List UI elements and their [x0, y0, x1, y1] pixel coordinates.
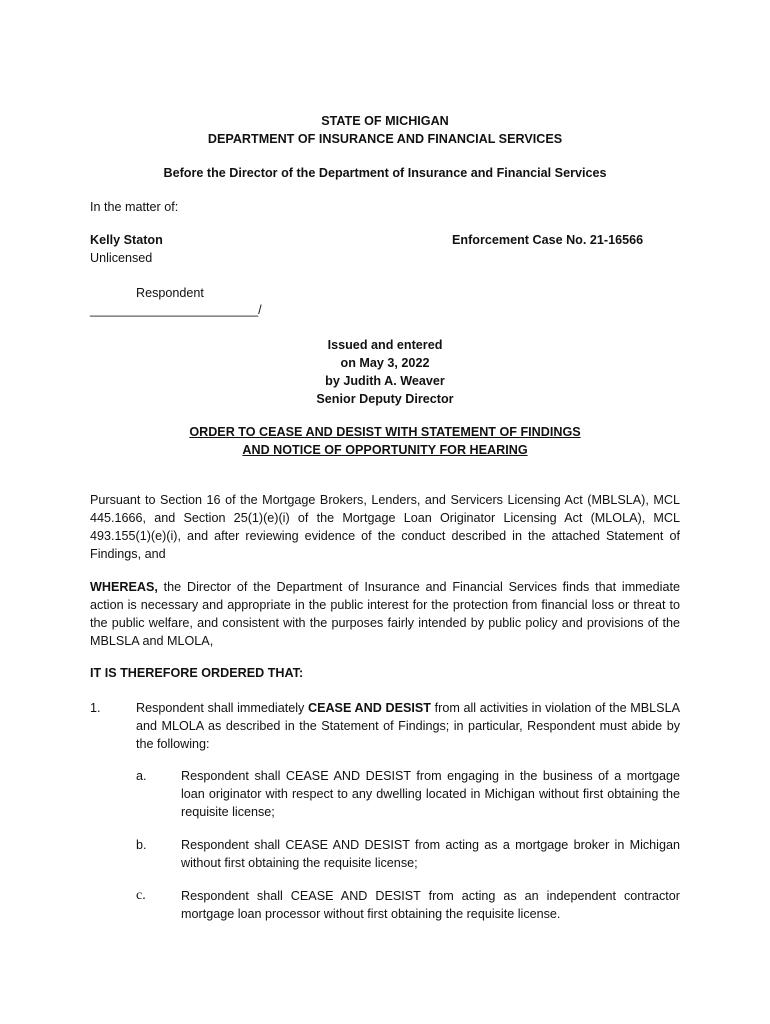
- document-header: [90, 112, 680, 148]
- subitem-b-letter: b.: [136, 838, 147, 852]
- issued-line-4: Senior Deputy Director: [316, 392, 454, 406]
- pursuant-paragraph: Pursuant to Section 16 of the Mortgage Brokers, Lenders, and Servicers Licensing Act (MBLSLA), MCL 445.1666, and Section 25(1)(e)(i) of the Mortgage Loan Originator Licensing Act (MLOLA), MCL 493.155(1)(e)(i), and after reviewing evidence of the conduct described in the attached Statement of Findings, and: [90, 493, 680, 561]
- whereas-paragraph: [90, 578, 680, 650]
- item-1-number: 1.: [90, 701, 101, 715]
- item-1-bold: CEASE AND DESIST: [307, 701, 431, 715]
- order-title-line-2: AND NOTICE OF OPPORTUNITY FOR HEARING: [242, 443, 528, 457]
- order-item-1: [90, 699, 680, 753]
- subitem-a-text: Respondent shall CEASE AND DESIST from engaging in the business of a mortgage loan originator with respect to any dwelling located in Michigan without first obtaining the requisite license;: [181, 769, 680, 819]
- item-1-text: [136, 699, 680, 753]
- signature-line: ________________________/: [90, 303, 262, 317]
- case-number: Enforcement Case No. 21-16566: [452, 233, 644, 247]
- issued-block: [90, 336, 680, 408]
- ordered-heading: IT IS THEREFORE ORDERED THAT:: [90, 666, 304, 680]
- department-title: DEPARTMENT OF INSURANCE AND FINANCIAL SERVICES: [207, 132, 563, 146]
- subitem-a-letter: a.: [136, 769, 147, 783]
- subitem-b-text: Respondent shall CEASE AND DESIST from acting as a mortgage broker in Michigan without first obtaining the requisite license;: [181, 838, 680, 870]
- issued-line-2: on May 3, 2022: [340, 356, 430, 370]
- order-title-line-1: ORDER TO CEASE AND DESIST WITH STATEMENT OF FINDINGS: [189, 425, 581, 439]
- respondent-status: Unlicensed: [90, 251, 153, 265]
- whereas-text: the Director of the Department of Insurance and Financial Services finds that immediate action is necessary and appropriate in the public interest for the protection from financial loss or threat to the public welfare, and consistent with the purposes fairly intended by public policy and provisions of the MBLSLA and MLOLA,: [90, 580, 680, 648]
- item-1-post: from all activities in violation of the MBLSLA and MLOLA as described in the Statement of Findings; in particular, Respondent must abide by the following:: [136, 701, 680, 751]
- whereas-label: WHEREAS,: [90, 580, 158, 594]
- order-subitem-a: [90, 767, 680, 821]
- respondent-name: Kelly Staton: [90, 233, 163, 247]
- subitem-c-letter: c.: [136, 888, 146, 903]
- before-director-line: Before the Director of the Department of Insurance and Financial Services: [163, 166, 607, 180]
- issued-line-1: Issued and entered: [327, 338, 443, 352]
- order-subitem-c: [90, 887, 680, 923]
- state-title: STATE OF MICHIGAN: [321, 114, 449, 128]
- order-title: [90, 423, 680, 459]
- issued-line-3: by Judith A. Weaver: [325, 374, 445, 388]
- in-the-matter-of: In the matter of:: [90, 200, 179, 214]
- respondent-label: Respondent: [136, 286, 204, 300]
- order-subitem-b: [90, 836, 680, 872]
- item-1-pre: Respondent shall immediately: [136, 701, 308, 715]
- subitem-c-text: Respondent shall CEASE AND DESIST from acting as an independent contractor mortgage loan processor without first obtaining the requisite license.: [181, 889, 680, 921]
